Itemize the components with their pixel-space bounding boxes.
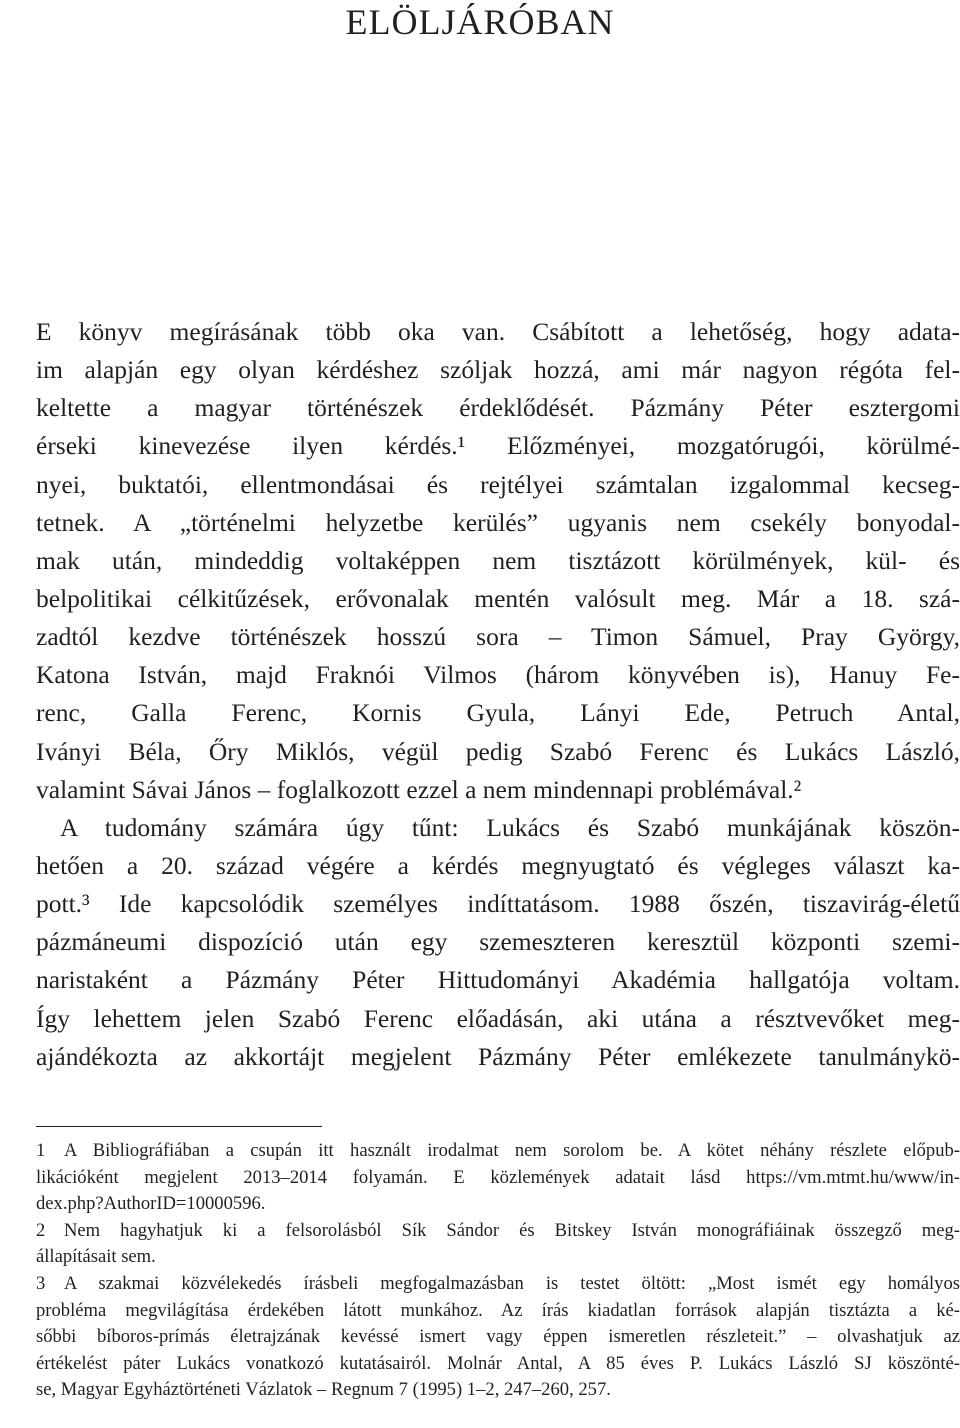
footnote-3-line: se, Magyar Egyháztörténeti Vázlatok – Regnum 7 (1995) 1–2, 247–260, 257.: [36, 1379, 611, 1401]
body-line: érseki kinevezése ilyen kérdés.¹ Előzményei, mozgatórugói, körülmé-: [36, 431, 960, 461]
body-line: hetően a 20. század végére a kérdés megnyugtató és végleges választ ka-: [36, 850, 960, 880]
footnote-number: 3: [36, 1272, 46, 1294]
body-line: keltette a magyar történészek érdeklődését. Pázmány Péter esztergomi: [36, 393, 960, 423]
footnote-3-line: értékelést páter Lukács vonatkozó kutatásairól. Molnár Antal, A 85 éves P. Lukács László SJ köszönté-: [36, 1352, 960, 1374]
body-paragraph: [36, 313, 960, 1076]
footnote-number: 1: [36, 1140, 46, 1161]
body-line: im alapján egy olyan kérdéshez szóljak hozzá, ami már nagyon régóta fel-: [36, 355, 960, 385]
footnote-1-line: 1 A Bibliográfiában a csupán itt használt irodalmat nem sorolom be. A kötet néhány részlete előpub-: [36, 1138, 960, 1165]
footnote-1-line: likációként megjelent 2013–2014 folyamán. E közlemények adatait lásd https://vm.mtmt.hu/www/in-: [36, 1166, 960, 1188]
body-line: renc, Galla Ferenc, Kornis Gyula, Lányi Ede, Petruch Antal,: [36, 698, 960, 728]
body-line: pott.³ Ide kapcsolódik személyes indíttatásom. 1988 őszén, tiszavirág-életű: [36, 889, 960, 919]
footnote-1-line: dex.php?AuthorID=10000596.: [36, 1193, 266, 1215]
body-line: E könyv megírásának több oka van. Csábított a lehetőség, hogy adata-: [36, 317, 960, 346]
body-line: A tudomány számára úgy tűnt: Lukács és Szabó munkájának köszön-: [60, 812, 960, 842]
footnote-3-line: probléma megvilágítása érdekében látott munkához. Az írás kiadatlan források alapján tisztázta a ké-: [36, 1299, 960, 1321]
footnote-divider: [36, 1126, 322, 1127]
body-line: Így lehettem jelen Szabó Ferenc előadásán, aki utána a résztvevőket meg-: [36, 1003, 960, 1033]
body-line: belpolitikai célkitűzések, erővonalak mentén valósult meg. Már a 18. szá-: [36, 583, 960, 613]
footnote-3-line: sőbbi bíboros-prímás életrajzának kevéssé ismert vagy éppen ismeretlen részleteit.” – olvashatjuk az: [36, 1326, 960, 1348]
body-line: tetnek. A „történelmi helyzetbe kerülés” ugyanis nem csekély bonyodal-: [36, 507, 960, 537]
footnote-number: 2: [36, 1219, 46, 1241]
footnote-2-line: 2 Nem hagyhatjuk ki a felsorolásból Sík Sándor és Bitskey István monográfiáinak összegző meg-: [36, 1218, 960, 1245]
body-line: zadtól kezdve történészek hosszú sora – Timon Sámuel, Pray György,: [36, 622, 960, 652]
body-line: naristaként a Pázmány Péter Hittudományi Akadémia hallgatója voltam.: [36, 965, 960, 995]
body-line: mak után, mindeddig voltaképpen nem tisztázott körülmények, kül- és: [36, 545, 960, 575]
footnote-3-line: 3 A szakmai közvélekedés írásbeli megfogalmazásban is testet öltött: „Most ismét egy homályos: [36, 1271, 960, 1298]
body-line: Katona István, majd Fraknói Vilmos (három könyvében is), Hanuy Fe-: [36, 660, 960, 690]
body-line: nyei, buktatói, ellentmondásai és rejtélyei számtalan izgalommal kecseg-: [36, 469, 960, 499]
chapter-title: ELÖLJÁRÓBAN: [345, 2, 615, 42]
body-line: valamint Sávai János – foglalkozott ezzel a nem mindennapi problémával.²: [36, 774, 802, 804]
footnote-2-line: állapításait sem.: [36, 1246, 156, 1268]
footnotes: [36, 1138, 960, 1404]
body-line: Iványi Béla, Őry Miklós, végül pedig Szabó Ferenc és Lukács László,: [36, 736, 960, 766]
body-line: pázmáneumi dispozíció után egy szemeszteren keresztül központi szemi-: [36, 927, 960, 957]
body-line: ajándékozta az akkortájt megjelent Pázmány Péter emlékezete tanulmánykö-: [36, 1041, 960, 1071]
